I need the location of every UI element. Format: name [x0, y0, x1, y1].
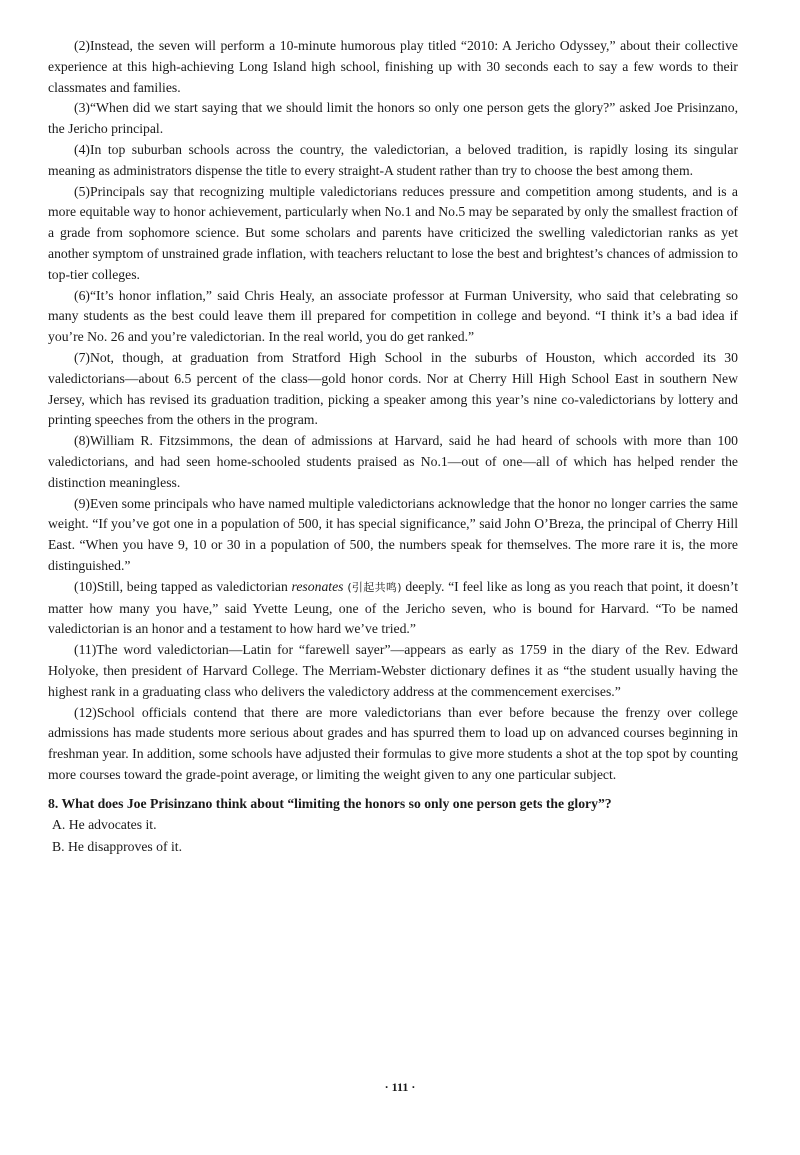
- option-b: B. He disapproves of it.: [52, 839, 183, 855]
- paragraph-8: (8)William R. Fitzsimmons, the dean of admissions at Harvard, said he had heard of schools with more than 100 valedictorians, and had seen home-schooled students praised as No.1—out of one—all of which has helped render the distinction meaningless.: [48, 433, 738, 490]
- paragraph-11: (11)The word valedictorian—Latin for “farewell sayer”—appears as early as 1759 in the diary of the Rev. Edward Holyoke, then president of Harvard College. The Merriam-Webster dictionary defines it as “the student usually having the highest rank in a graduating class who delivers the valedictory address at the commencement exercises.”: [48, 642, 738, 699]
- paragraph-7: (7)Not, though, at graduation from Stratford High School in the suburbs of Houston, which accorded its 30 valedictorians—about 6.5 percent of the class—gold honor cords. Nor at Cherry Hill High School East in southern New Jersey, which has revised its graduation tradition, picking a speaker among this year’s nine co-valedictorians by lottery and printing speeches from the others in the program.: [48, 349, 738, 428]
- paragraph-6: (6)“It’s honor inflation,” said Chris Healy, an associate professor at Furman University, who said that celebrating so many students as the best could leave them ill prepared for competition in college and beyond. “I think it’s a bad idea if you’re No. 26 and you’re valedictorian. In the real world, you do get ranked.”: [48, 287, 738, 345]
- page-number: · 111 ·: [384, 1080, 416, 1094]
- paragraph-2: (2)Instead, the seven will perform a 10-minute humorous play titled “2010: A Jericho Odyssey,” about their collective experience at this high-achieving Long Island high school, finishing up with 30 seconds each to say a few words to their classmates and families.: [48, 38, 738, 95]
- option-a: A. He advocates it.: [52, 817, 157, 833]
- paragraph-10-gloss: (引起共鸣): [343, 580, 406, 594]
- document-page: [48, 36, 738, 858]
- paragraph-12: (12)School officials contend that there are more valedictorians than ever before because the frenzy over college admissions has made students more serious about grades and has spurred them to load up on advanced courses beginning in freshman year. In addition, some schools have adjusted their formulas to give more students a shot at the top spot by counting more courses toward the grade-point average, or limiting the weight given to any one particular subject.: [48, 704, 738, 782]
- paragraph-10-keyword: resonates: [291, 578, 344, 594]
- paragraph-5: (5)Principals say that recognizing multiple valedictorians reduces pressure and competition among students, and is a more equitable way to honor achievement, particularly when No.1 and No.5 may be separated by only the smallest fraction of a grade from sophomore science. But some scholars and parents have criticized the swelling valedictorian ranks as yet another symptom of unstrained grade inflation, with teachers reluctant to lose the best and brightest’s chances of admission to top-tier colleges.: [48, 183, 738, 282]
- paragraph-10: [48, 577, 738, 640]
- paragraph-10-after: deeply. “I feel like as long as you reach that point, it doesn’t matter how many you have,” said Yvette Leung, one of the Jericho seven, who is bound for Harvard. “To be named valedictorian is an honor and a testament to how hard we’ve tried.”: [48, 578, 738, 637]
- paragraph-9: (9)Even some principals who have named multiple valedictorians acknowledge that the honor no longer carries the same weight. “If you’ve got one in a population of 500, it has special significance,” said John O’Breza, the principal of Cherry Hill East. “When you have 9, 10 or 30 in a population of 500, the numbers speak for themselves. The more rare it is, the more distinguished.”: [48, 495, 738, 573]
- paragraph-4: (4)In top suburban schools across the country, the valedictorian, a beloved tradition, is rapidly losing its singular meaning as administrators dispense the title to every straight-A student rather than try to choose the best among them.: [48, 141, 738, 178]
- question-8: 8. What does Joe Prisinzano think about “limiting the honors so only one person gets the glory”?: [48, 795, 612, 811]
- paragraph-10-before: (10)Still, being tapped as valedictorian: [74, 578, 292, 594]
- paragraph-3: (3)“When did we start saying that we should limit the honors so only one person gets the glory?” asked Joe Prisinzano, the Jericho principal.: [48, 100, 738, 137]
